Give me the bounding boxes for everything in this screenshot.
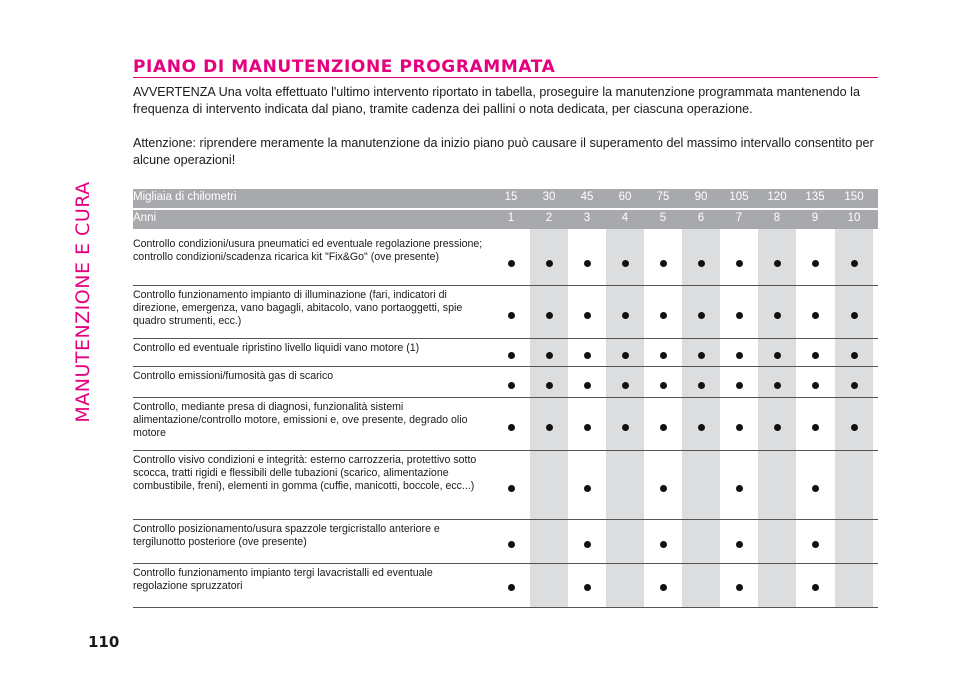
scheduled-dot-icon <box>851 424 858 431</box>
header-value: 8 <box>773 212 781 224</box>
operation-description: Controllo, mediante presa di diagnosi, funzionalità sistemi alimentazione/controllo motore, emissioni e, ove presente, degrado olio motore <box>133 401 468 439</box>
scheduled-dot-icon <box>584 312 591 319</box>
scheduled-dot-icon <box>774 424 781 431</box>
row-divider <box>133 450 878 451</box>
row-divider <box>133 563 878 564</box>
header-row-km <box>133 189 878 208</box>
scheduled-dot-icon <box>774 312 781 319</box>
scheduled-dot-icon <box>736 382 743 389</box>
operation-description: Controllo posizionamento/usura spazzole tergicristallo anteriore e tergilunotto posteriore (ove presente) <box>133 523 440 548</box>
scheduled-dot-icon <box>660 260 667 267</box>
scheduled-dot-icon <box>851 352 858 359</box>
row-divider <box>133 338 878 339</box>
scheduled-dot-icon <box>812 352 819 359</box>
title-underline <box>133 77 878 78</box>
header-value: 3 <box>583 212 591 224</box>
page-number: 110 <box>88 633 120 651</box>
scheduled-dot-icon <box>622 424 629 431</box>
table-row <box>133 523 878 566</box>
scheduled-dot-icon <box>812 584 819 591</box>
scheduled-dot-icon <box>508 485 515 492</box>
scheduled-dot-icon <box>660 485 667 492</box>
header-value: 150 <box>844 191 864 203</box>
section-side-label-text: MANUTENZIONE E CURA <box>72 181 94 423</box>
scheduled-dot-icon <box>660 424 667 431</box>
header-label: Anni <box>133 212 157 224</box>
header-value: 10 <box>847 212 861 224</box>
table-row <box>133 238 878 288</box>
scheduled-dot-icon <box>584 541 591 548</box>
scheduled-dot-icon <box>660 312 667 319</box>
scheduled-dot-icon <box>774 260 781 267</box>
scheduled-dot-icon <box>812 382 819 389</box>
row-divider <box>133 366 878 367</box>
scheduled-dot-icon <box>508 541 515 548</box>
table-row <box>133 342 878 369</box>
scheduled-dot-icon <box>736 485 743 492</box>
header-value: 1 <box>507 212 515 224</box>
row-divider <box>133 285 878 286</box>
scheduled-dot-icon <box>508 312 515 319</box>
scheduled-dot-icon <box>584 485 591 492</box>
operation-description: Controllo funzionamento impianto tergi lavacristalli ed eventuale regolazione spruzzatori <box>133 567 433 592</box>
scheduled-dot-icon <box>660 584 667 591</box>
scheduled-dot-icon <box>851 260 858 267</box>
header-value: 120 <box>767 191 787 203</box>
operation-description: Controllo condizioni/usura pneumatici ed eventuale regolazione pressione; controllo condizioni/scadenza ricarica kit "Fix&Go" (ove presente) <box>133 238 483 263</box>
scheduled-dot-icon <box>698 424 705 431</box>
row-divider <box>133 519 878 520</box>
header-value: 4 <box>621 212 629 224</box>
header-value: 15 <box>504 191 518 203</box>
scheduled-dot-icon <box>546 382 553 389</box>
table-row <box>133 289 878 341</box>
scheduled-dot-icon <box>698 260 705 267</box>
scheduled-dot-icon <box>584 352 591 359</box>
scheduled-dot-icon <box>812 260 819 267</box>
scheduled-dot-icon <box>736 424 743 431</box>
scheduled-dot-icon <box>736 541 743 548</box>
scheduled-dot-icon <box>736 584 743 591</box>
scheduled-dot-icon <box>546 352 553 359</box>
scheduled-dot-icon <box>584 584 591 591</box>
header-value: 30 <box>542 191 556 203</box>
scheduled-dot-icon <box>622 382 629 389</box>
scheduled-dot-icon <box>812 312 819 319</box>
header-row-years <box>133 210 878 229</box>
table-row <box>133 401 878 453</box>
operation-description: Controllo funzionamento impianto di illuminazione (fari, indicatori di direzione, emergenza, vano bagagli, abitacolo, vano portaoggetti, spie quadro strumenti, ecc.) <box>133 289 463 327</box>
operation-description: Controllo visivo condizioni e integrità: esterno carrozzeria, protettivo sotto scocca, tratti rigidi e flessibili delle tubazioni (scarico, alimentazione combustibile, freni), elementi in gomma (cuffie, manicotti, boccole, ecc...) <box>133 454 477 492</box>
scheduled-dot-icon <box>736 260 743 267</box>
scheduled-dot-icon <box>546 260 553 267</box>
header-value: 5 <box>659 212 667 224</box>
scheduled-dot-icon <box>546 424 553 431</box>
operation-description: Controllo ed eventuale ripristino livello liquidi vano motore (1) <box>133 342 420 354</box>
scheduled-dot-icon <box>508 424 515 431</box>
scheduled-dot-icon <box>812 541 819 548</box>
scheduled-dot-icon <box>698 312 705 319</box>
scheduled-dot-icon <box>508 352 515 359</box>
scheduled-dot-icon <box>584 260 591 267</box>
scheduled-dot-icon <box>736 312 743 319</box>
scheduled-dot-icon <box>774 352 781 359</box>
scheduled-dot-icon <box>736 352 743 359</box>
scheduled-dot-icon <box>584 382 591 389</box>
scheduled-dot-icon <box>622 352 629 359</box>
header-value: 7 <box>735 212 743 224</box>
header-value: 9 <box>811 212 819 224</box>
header-value: 45 <box>580 191 594 203</box>
scheduled-dot-icon <box>698 382 705 389</box>
page-title: PIANO DI MANUTENZIONE PROGRAMMATA <box>133 57 556 77</box>
scheduled-dot-icon <box>774 382 781 389</box>
scheduled-dot-icon <box>546 312 553 319</box>
header-value: 2 <box>545 212 553 224</box>
scheduled-dot-icon <box>660 352 667 359</box>
scheduled-dot-icon <box>622 312 629 319</box>
scheduled-dot-icon <box>508 584 515 591</box>
header-value: 90 <box>694 191 708 203</box>
scheduled-dot-icon <box>508 260 515 267</box>
scheduled-dot-icon <box>812 485 819 492</box>
scheduled-dot-icon <box>660 382 667 389</box>
scheduled-dot-icon <box>698 352 705 359</box>
header-value: 105 <box>729 191 749 203</box>
table-row <box>133 370 878 400</box>
scheduled-dot-icon <box>660 541 667 548</box>
scheduled-dot-icon <box>584 424 591 431</box>
header-value: 6 <box>697 212 705 224</box>
attention-paragraph: Attenzione: riprendere meramente la manutenzione da inizio piano può causare il superamento del massimo intervallo consentito per alcune operazioni! <box>133 136 874 167</box>
scheduled-dot-icon <box>508 382 515 389</box>
scheduled-dot-icon <box>851 312 858 319</box>
scheduled-dot-icon <box>812 424 819 431</box>
scheduled-dot-icon <box>851 382 858 389</box>
header-value: 60 <box>618 191 632 203</box>
operation-description: Controllo emissioni/fumosità gas di scarico <box>133 370 334 382</box>
scheduled-dot-icon <box>622 260 629 267</box>
row-divider <box>133 397 878 398</box>
table-row <box>133 567 878 607</box>
header-value: 75 <box>656 191 670 203</box>
warning-paragraph: AVVERTENZA Una volta effettuato l'ultimo intervento riportato in tabella, proseguire la manutenzione programmata mantenendo la frequenza di intervento indicata dal piano, tramite cadenza dei pallini o nota dedicata, per ciascuna operazione. <box>133 85 860 116</box>
table-row <box>133 454 878 522</box>
header-label: Migliaia di chilometri <box>133 191 237 203</box>
header-value: 135 <box>805 191 825 203</box>
row-divider <box>133 607 878 608</box>
